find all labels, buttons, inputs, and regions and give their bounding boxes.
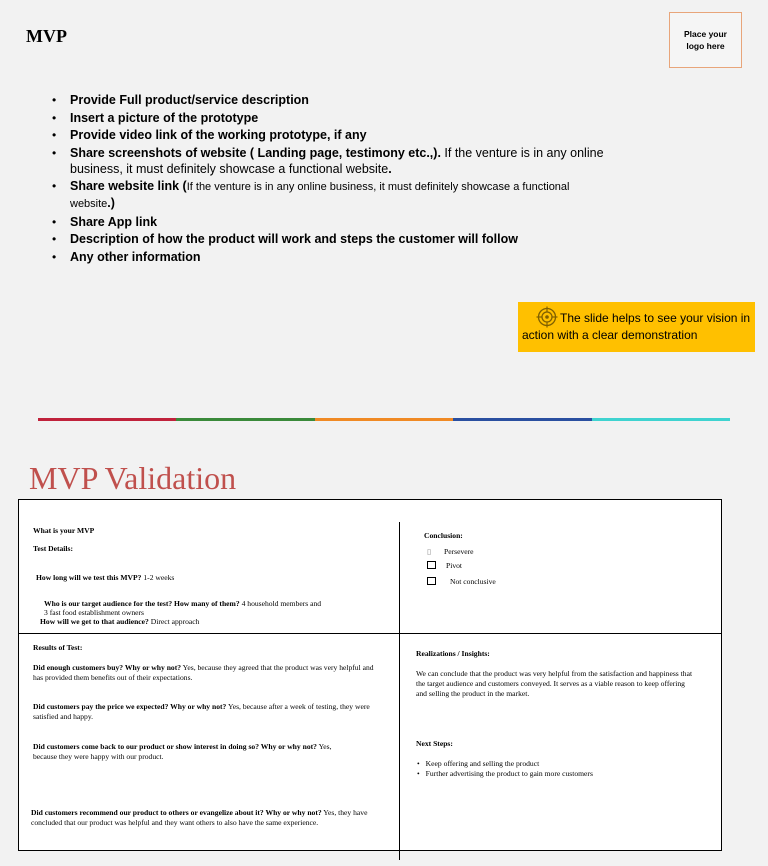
bullet-icon: • — [52, 110, 57, 125]
bullet-icon: • — [417, 759, 420, 768]
bullet-icon: • — [52, 249, 57, 264]
column-divider — [399, 634, 400, 860]
bullet-icon: • — [52, 128, 57, 142]
bullet-icon: • — [52, 214, 57, 229]
bullet-icon: • — [52, 179, 57, 193]
slide-title: MVP — [26, 26, 67, 46]
logo-placeholder — [669, 12, 742, 68]
divider-segment — [38, 418, 176, 421]
what-is-mvp-label: What is your MVP — [33, 526, 95, 535]
checkbox-empty-icon[interactable]: ▯ — [427, 547, 432, 556]
list-item: • Share App link — [52, 214, 158, 229]
list-item: • Any other information — [52, 249, 201, 264]
test-details-label: Test Details: — [33, 544, 74, 553]
divider-segment — [592, 418, 730, 421]
list-item: • Provide Full product/service description — [52, 93, 309, 107]
conclusion-option-persevere[interactable]: ▯ Persevere — [427, 547, 474, 556]
next-step-item: • Further advertising the product to gain more customers — [417, 769, 593, 778]
result-q1: Did enough customers buy? Why or why not? Yes, because they agreed that the product was very helpful and has provided them benefits out of their expectations. — [33, 663, 374, 682]
bullet-icon: • — [52, 232, 57, 246]
conclusion-option-not-conclusive[interactable]: Not conclusive — [427, 577, 496, 587]
result-q3: Did customers come back to our product or show interest in doing so? Why or why not? Yes, because they were happy with our product. — [33, 742, 332, 761]
bullet-icon: • — [52, 93, 57, 107]
divider-segment — [176, 418, 314, 421]
logo-placeholder-text: Place your logo here — [684, 29, 727, 51]
next-steps-label: Next Steps: — [416, 739, 453, 748]
conclusion-label: Conclusion: — [424, 531, 463, 540]
insights-text: We can conclude that the product was very helpful from the satisfaction and happiness that the target audience and customers conveyed. It serves as a viable reason to keep offering and selling the product in the market. — [416, 669, 693, 698]
instruction-list — [52, 92, 612, 266]
checkbox-icon[interactable] — [427, 561, 436, 569]
list-item: • Insert a picture of the prototype — [52, 110, 259, 125]
audience-row: Who is our target audience for the test? How many of them? 4 household members and — [44, 599, 322, 608]
row-divider — [19, 633, 721, 634]
result-q4: Did customers recommend our product to others or evangelize about it? Why or why not? Yes, they have concluded that our product was helpful and they want others to also have the same experience. — [31, 808, 368, 827]
validation-title: MVP Validation — [29, 460, 237, 496]
reach-row: How will we get to that audience? Direct approach — [40, 617, 200, 626]
list-item: • Share website link (If the venture is in any online business, it must definitely showcase a functional website.) — [52, 179, 570, 210]
bullet-icon: • — [52, 145, 57, 160]
list-item: • Share screenshots of website ( Landing page, testimony etc.,). If the venture is in any online business, it must definitely showcase a functional website. — [52, 145, 604, 176]
checkbox-icon[interactable] — [427, 577, 436, 585]
result-q2: Did customers pay the price we expected? Why or why not? Yes, because after a week of testing, they were satisfied and happy. — [33, 702, 370, 721]
target-icon — [536, 306, 558, 328]
results-label: Results of Test: — [33, 643, 83, 652]
bullet-icon: • — [417, 769, 420, 778]
column-divider — [399, 522, 400, 634]
list-item: • Provide video link of the working prototype, if any — [52, 128, 367, 142]
callout-note — [518, 302, 755, 352]
divider-segment — [453, 418, 591, 421]
color-divider — [38, 418, 730, 422]
next-step-item: • Keep offering and selling the product — [417, 759, 540, 768]
divider-segment — [315, 418, 453, 421]
list-item: • Description of how the product will work and steps the customer will follow — [52, 232, 518, 246]
conclusion-option-pivot[interactable]: Pivot — [427, 561, 462, 571]
callout-text: The slide helps to see your vision in action with a clear demonstration — [522, 311, 751, 342]
insights-label: Realizations / Insights: — [416, 649, 490, 658]
validation-table — [18, 499, 722, 851]
audience-row-cont: 3 fast food establishment owners — [44, 608, 144, 617]
how-long-row: How long will we test this MVP? 1-2 weeks — [36, 573, 175, 582]
